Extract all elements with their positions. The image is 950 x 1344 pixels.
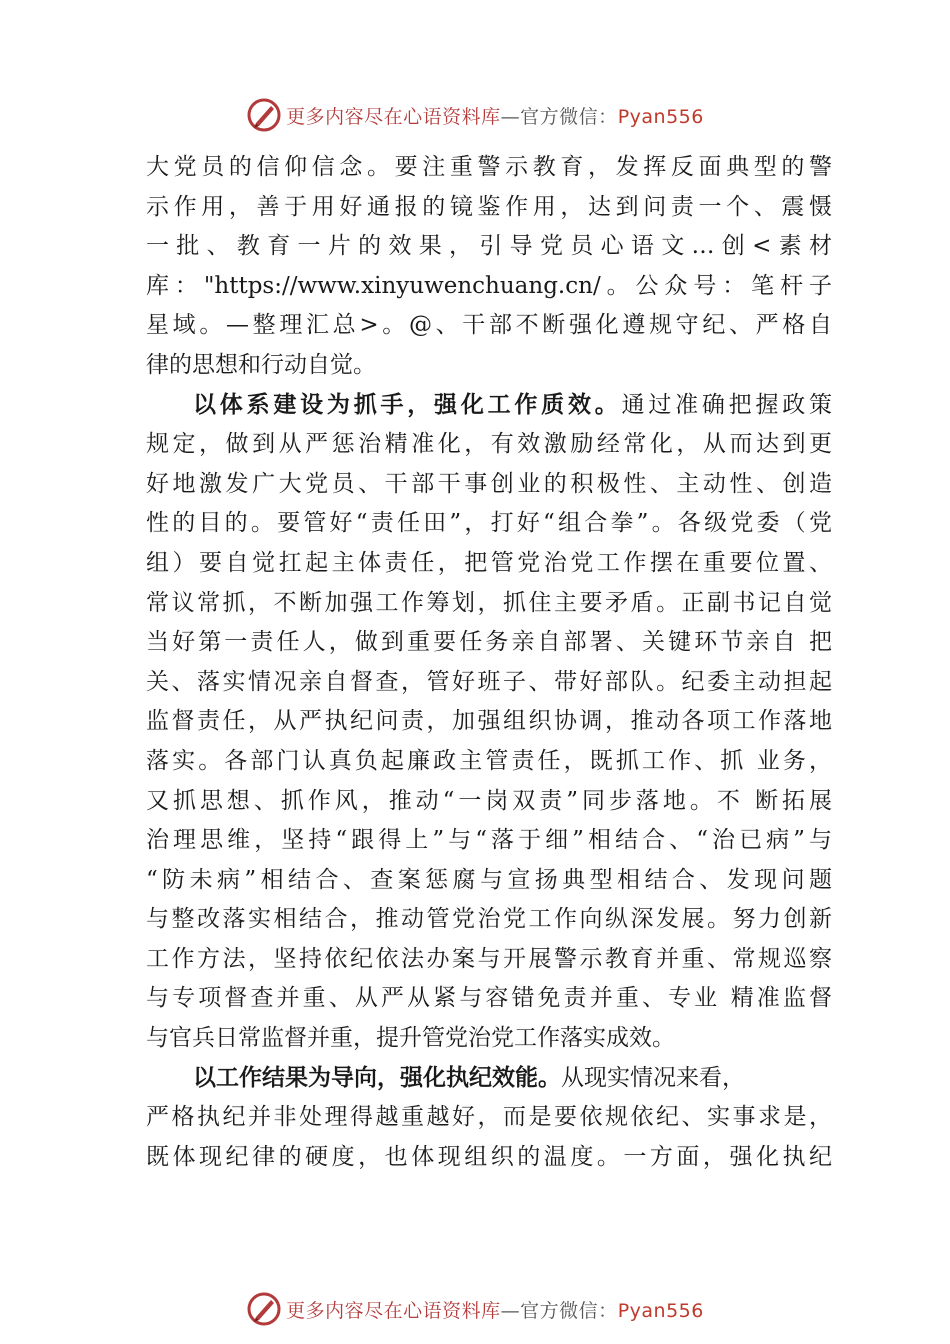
text-line: 组）要自觉扛起主体责任，把管党治党工作摆在重要位置、 [146,549,832,576]
document-body [146,148,832,1177]
text-line: 好地激发广大党员、干部干事创业的积极性、主动性、创造 [146,470,832,497]
text-line: 与整改落实相结合，推动管党治党工作向纵深发展。努力创新 [146,906,832,933]
text-line: 工作方法，坚持依纪依法办案与开展警示教育并重、常规巡察 [146,945,832,972]
logo-icon [246,97,282,133]
text-line: 落实。各部门认真负起廉政主管责任，既抓工作、抓 业务， [146,747,832,774]
logo-icon [246,1291,282,1327]
text-line: 示作用，善于用好通报的镜鉴作用，达到问责一个、震慑 [146,193,832,220]
section-heading: 以工作结果为导向，强化执纪效能。 [193,1064,561,1091]
banner-text: 更多内容尽在心语资料库—官方微信：Pyan556 [286,1299,704,1322]
text-line: 常议常抓，不断加强工作筹划，抓住主要矛盾。正副书记自觉 [146,589,832,616]
text-line: 关、落实情况亲自督查，管好班子、带好部队。纪委主动担起 [146,668,832,695]
text-line: 大党员的信仰信念。要注重警示教育，发挥反面典型的警 [146,154,832,180]
header-banner [0,95,950,135]
text-line: 库："https://www.xinyuwenchuang.cn/。公众号：笔杆子 [146,272,832,299]
text-line: 既体现纪律的硬度，也体现组织的温度。一方面，强化执纪 [146,1143,832,1170]
section-heading: 以体系建设为抓手，强化工作质效。 [193,391,622,418]
text-line: 严格执纪并非处理得越重越好，而是要依规依纪、实事求是， [146,1104,832,1131]
text-line: 又抓思想、抓作风，推动“一岗双责”同步落地。不 断拓展 [146,787,832,814]
text-line: 监督责任，从严执纪问责，加强组织协调，推动各项工作落地 [146,708,832,735]
banner-text: 更多内容尽在心语资料库—官方微信：Pyan556 [286,105,704,128]
text-line: 治理思维，坚持“跟得上”与“落于细”相结合、“治已病”与 [146,827,832,854]
text-line: 当好第一责任人，做到重要任务亲自部署、关键环节亲自 把 [146,629,832,656]
text-line: 律的思想和行动自觉。 [146,351,376,378]
text-line: 一批、教育一片的效果，引导党员心语文…创<素材 [146,233,832,260]
text-line: 规定，做到从严惩治精准化，有效激励经常化，从而达到更 [146,431,832,458]
footer-banner [0,1289,950,1329]
text-line: 以工作结果为导向，强化执纪效能。从现实情况来看， [193,1064,745,1091]
text-line: 以体系建设为抓手，强化工作质效。通过准确把握政策 [193,391,832,418]
text-line: “防未病”相结合、查案惩腐与宣扬典型相结合、发现问题 [146,866,832,893]
text-line: 星域。—整理汇总>。@、干部不断强化遵规守纪、严格自 [146,312,832,339]
text-line: 与官兵日常监督并重，提升管党治党工作落实成效。 [146,1025,675,1052]
text-line: 性的目的。要管好“责任田”，打好“组合拳”。各级党委（党 [146,510,832,537]
text-line: 与专项督查并重、从严从紧与容错免责并重、专业 精准监督 [146,985,832,1012]
